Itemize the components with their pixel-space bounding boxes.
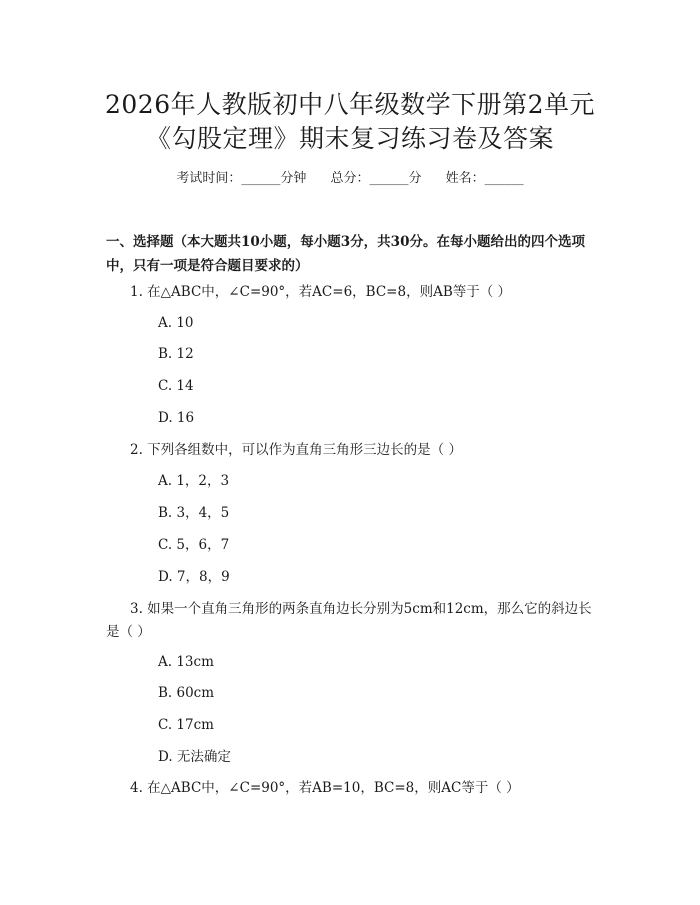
page-title-line-1: 2026年人教版初中八年级数学下册第2单元: [104, 90, 596, 119]
exam-time-field: 考试时间：______分钟: [176, 171, 307, 186]
question-1-option-a: A. 10: [158, 315, 194, 331]
student-name-field: 姓名：______: [445, 171, 524, 186]
question-1-option-d: D. 16: [158, 410, 195, 426]
question-2-option-a: A. 1，2，3: [158, 473, 230, 489]
section-heading-choice: 一、选择题（本大题共10小题，每小题3分，共30分。在每小题给出的四个选项中，只有一项是符合题目要求的）: [106, 234, 585, 274]
page-title-line-2: 《勾股定理》期末复习练习卷及答案: [145, 124, 554, 153]
question-2-option-c: C. 5，6，7: [158, 537, 230, 553]
question-3-option-c: C. 17cm: [158, 717, 214, 733]
question-3-option-b: B. 60cm: [158, 685, 215, 701]
question-3-option-d: D. 无法确定: [158, 749, 231, 765]
total-score-field: 总分：______分: [330, 171, 422, 186]
question-2-option-d: D. 7，8，9: [158, 569, 230, 585]
question-4-stem: 4. 在△ABC中，∠C=90°，若AB=10，BC=8，则AC等于（ ）: [130, 780, 520, 796]
question-1-option-b: B. 12: [158, 346, 194, 362]
question-3-option-a: A. 13cm: [158, 654, 214, 670]
question-1-stem: 1. 在△ABC中，∠C=90°，若AC=6，BC=8，则AB等于（ ）: [130, 284, 512, 300]
question-2-stem: 2. 下列各组数中，可以作为直角三角形三边长的是（ ）: [130, 442, 462, 458]
exam-meta: [0, 170, 700, 188]
question-2-option-b: B. 3，4，5: [158, 505, 230, 521]
question-3-stem: 3. 如果一个直角三角形的两条直角边长分别为5cm和12cm，那么它的斜边长是（ ）: [106, 601, 592, 640]
question-1-option-c: C. 14: [158, 378, 194, 394]
